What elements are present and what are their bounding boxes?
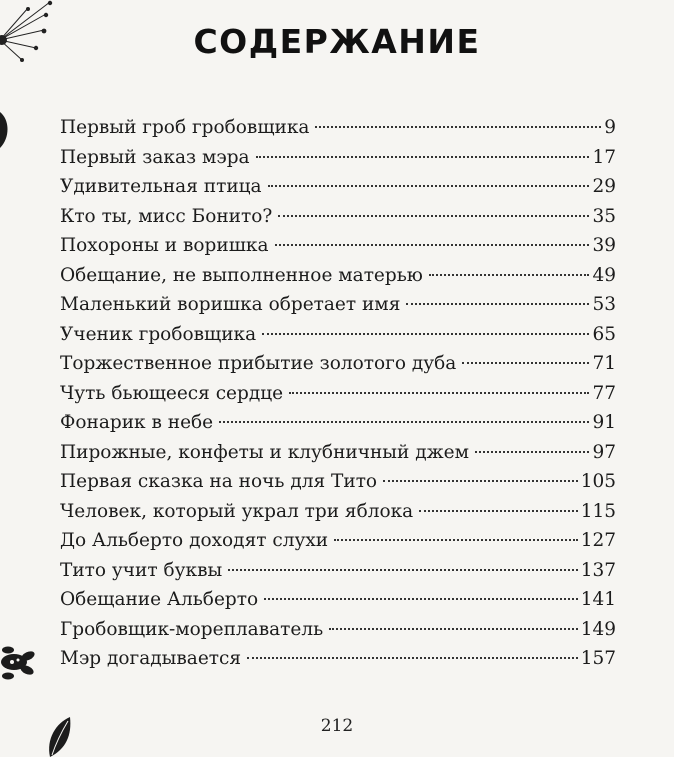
toc-entry-page: 71 <box>592 353 616 374</box>
toc-entry-title: Торжественное прибытие золотого дуба <box>60 353 457 374</box>
toc-entry-title: Гробовщик-мореплаватель <box>60 618 324 640</box>
toc-entry <box>60 585 616 615</box>
dot-leader <box>383 480 578 482</box>
toc-entry-page: 65 <box>592 323 616 345</box>
toc-entry-page: 97 <box>592 441 616 463</box>
toc-entry-page: 105 <box>580 471 616 492</box>
dot-leader <box>275 244 590 246</box>
leaf-illustration <box>0 110 14 150</box>
toc-entry-page: 115 <box>580 500 616 522</box>
toc-entry-title: Ученик гробовщика <box>60 323 257 345</box>
toc-entry-page: 35 <box>592 205 616 227</box>
toc-entry-page: 127 <box>580 530 616 551</box>
toc-entry <box>60 556 616 586</box>
dot-leader <box>334 539 578 541</box>
toc-entry <box>60 408 616 438</box>
toc-entry <box>60 231 616 261</box>
toc-entry-title: До Альберто доходят слухи <box>60 530 329 551</box>
toc-entry-page: 149 <box>580 618 616 640</box>
toc-entry-title: Фонарик в небе <box>60 412 214 433</box>
dot-leader <box>264 598 578 600</box>
dot-leader <box>268 185 590 187</box>
toc-entry <box>60 467 616 497</box>
toc-entry-title: Пирожные, конфеты и клубничный джем <box>60 441 469 463</box>
toc-entry <box>60 261 616 291</box>
toc-entry-page: 157 <box>580 648 616 669</box>
toc-entry-page: 137 <box>580 559 616 581</box>
table-of-contents <box>60 113 616 674</box>
toc-entry <box>60 113 616 143</box>
toc-entry <box>60 615 616 645</box>
dot-leader <box>429 274 590 276</box>
toc-entry <box>60 202 616 232</box>
toc-entry-page: 49 <box>592 264 616 286</box>
dot-leader <box>419 510 577 512</box>
dot-leader <box>278 215 589 217</box>
toc-entry <box>60 143 616 173</box>
toc-entry-title: Первый гроб гробовщика <box>60 117 310 138</box>
dot-leader <box>475 451 589 453</box>
toc-entry <box>60 526 616 556</box>
toc-entry-page: 29 <box>592 176 616 197</box>
toc-entry <box>60 172 616 202</box>
toc-entry-title: Удивительная птица <box>60 176 262 197</box>
page-title: СОДЕРЖАНИЕ <box>193 22 481 61</box>
toc-entry-title: Обещание Альберто <box>60 589 259 610</box>
page-number: 212 <box>320 716 354 736</box>
flower-illustration <box>0 640 40 685</box>
dot-leader <box>247 657 578 659</box>
dot-leader <box>228 569 577 571</box>
toc-entry-title: Похороны и воришка <box>60 235 269 256</box>
toc-entry-page: 53 <box>592 294 616 315</box>
dot-leader <box>256 156 590 158</box>
toc-entry-page: 9 <box>604 117 616 138</box>
toc-entry-title: Кто ты, мисс Бонито? <box>60 205 273 227</box>
toc-entry-title: Человек, который украл три яблока <box>60 500 414 522</box>
toc-entry <box>60 644 616 674</box>
toc-entry <box>60 438 616 468</box>
toc-entry-page: 39 <box>592 235 616 256</box>
toc-entry-page: 141 <box>580 589 616 610</box>
toc-entry <box>60 290 616 320</box>
dot-leader <box>315 126 601 128</box>
dot-leader <box>406 303 589 305</box>
toc-entry <box>60 320 616 350</box>
dot-leader <box>289 392 589 394</box>
toc-entry-title: Тито учит буквы <box>60 559 223 581</box>
dot-leader <box>262 333 589 335</box>
dot-leader <box>329 628 578 630</box>
toc-entry-title: Чуть бьющееся сердце <box>60 382 284 404</box>
toc-entry-page: 17 <box>592 146 616 168</box>
dot-leader <box>219 421 589 423</box>
toc-entry-title: Первый заказ мэра <box>60 146 250 168</box>
toc-entry-title: Маленький воришка обретает имя <box>60 294 401 315</box>
toc-entry-page: 77 <box>592 382 616 404</box>
toc-entry <box>60 349 616 379</box>
toc-entry-title: Обещание, не выполненное матерью <box>60 264 423 286</box>
toc-entry-page: 91 <box>592 412 616 433</box>
toc-entry-title: Мэр догадывается <box>60 648 242 669</box>
toc-entry-title: Первая сказка на ночь для Тито <box>60 471 378 492</box>
toc-entry <box>60 497 616 527</box>
toc-entry <box>60 379 616 409</box>
dot-leader <box>462 362 589 364</box>
